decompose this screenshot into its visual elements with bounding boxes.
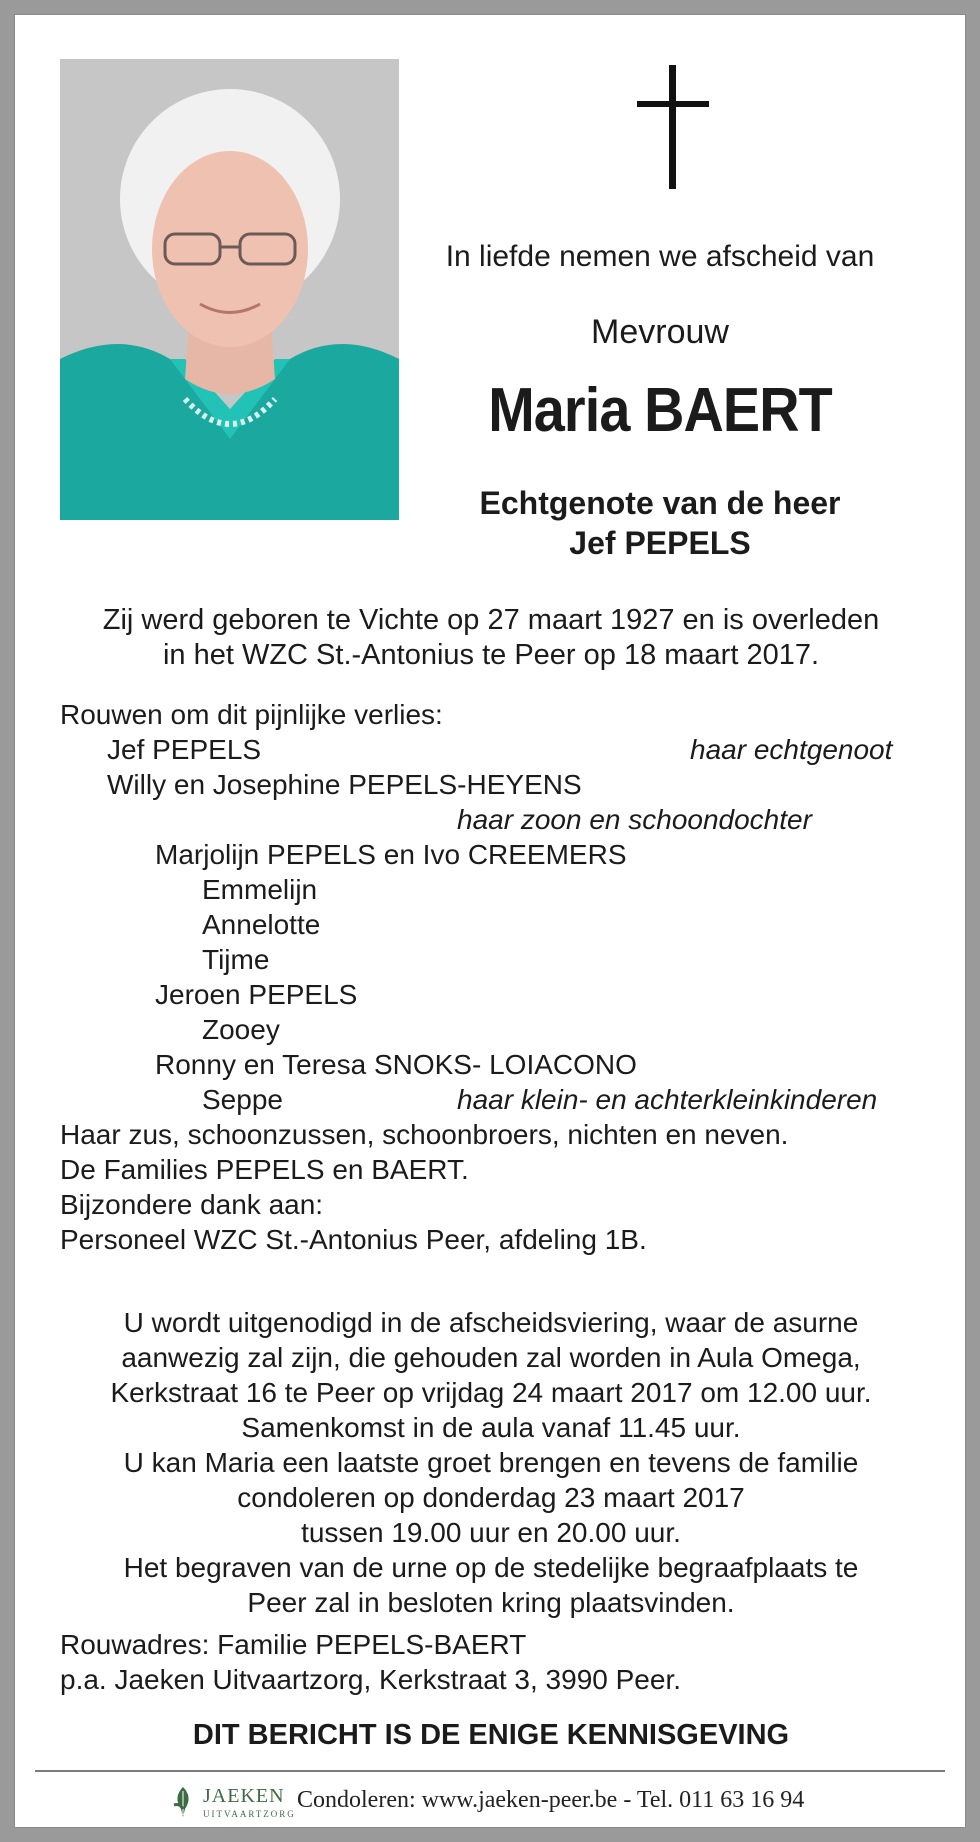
deceased-name: Maria BAERT: [488, 376, 832, 445]
obituary-card: [14, 14, 966, 1828]
list-item: Tijme: [202, 944, 270, 975]
mourner-name: Seppe: [202, 1084, 283, 1115]
footer-divider: [35, 1770, 945, 1772]
list-item: Jeroen PEPELS: [155, 979, 358, 1010]
address-line-2: p.a. Jaeken Uitvaartzorg, Kerkstraat 3, 3990 Peer.: [60, 1664, 682, 1695]
list-item: Zooey: [202, 1014, 280, 1045]
list-item: Willy en Josephine PEPELS-HEYENS: [107, 769, 582, 800]
list-item: Marjolijn PEPELS en Ivo CREEMERS: [155, 839, 627, 870]
portrait-illustration: [60, 59, 399, 520]
birth-line-2: in het WZC St.-Antonius te Peer op 18 maart 2017.: [162, 639, 820, 671]
birth-line-1: Zij werd geboren te Vichte op 27 maart 1927 en is overleden: [102, 604, 880, 636]
service-line: aanwezig zal zijn, die gehouden zal worden in Aula Omega,: [121, 1342, 861, 1373]
mourning-address: [60, 1627, 940, 1697]
portrait-photo: [60, 59, 399, 520]
intro-text: In liefde nemen we afscheid van: [445, 240, 875, 273]
mourner-role: haar zoon en schoondochter: [457, 804, 812, 835]
spouse-line-1: Echtgenote van de heer: [479, 485, 841, 521]
service-line: Het begraven van de urne op de stedelijke begraafplaats te: [123, 1552, 859, 1583]
notice-heading: DIT BERICHT IS DE ENIGE KENNISGEVING: [192, 1719, 790, 1751]
list-item: [60, 1082, 940, 1117]
service-line: condoleren op donderdag 23 maart 2017: [237, 1482, 745, 1513]
logo-wordmark: JAEKEN: [203, 1785, 285, 1807]
list-item: Personeel WZC St.-Antonius Peer, afdeling 1B.: [60, 1224, 647, 1255]
list-item: Emmelijn: [202, 874, 318, 905]
mourners-list: [60, 697, 940, 1257]
service-line: Kerkstraat 16 te Peer op vrijdag 24 maart 2017 om 12.00 uur.: [110, 1377, 872, 1408]
leaf-logo-icon: [171, 1785, 195, 1819]
birth-death-paragraph: [45, 603, 937, 673]
latin-cross-icon: [637, 65, 709, 193]
list-item: Bijzondere dank aan:: [60, 1189, 324, 1220]
condolences-line[interactable]: Condoleren: www.jaeken-peer.be - Tel. 011 63 16 94: [297, 1787, 805, 1813]
service-line: tussen 19.00 uur en 20.00 uur.: [301, 1517, 681, 1548]
address-line-1: Rouwadres: Familie PEPELS-BAERT: [60, 1629, 527, 1660]
mourners-intro: Rouwen om dit pijnlijke verlies:: [60, 699, 443, 730]
spouse-line-2: Jef PEPELS: [569, 525, 751, 561]
mourner-role: haar echtgenoot: [690, 734, 893, 765]
logo-subtitle: UITVAARTZORG: [203, 1809, 296, 1819]
mourner-name: Jef PEPELS: [107, 734, 262, 765]
list-item: Ronny en Teresa SNOKS- LOIACONO: [155, 1049, 637, 1080]
mourner-role: haar klein- en achterkleinkinderen: [457, 1084, 878, 1115]
salutation: Mevrouw: [591, 313, 729, 351]
service-line: Samenkomst in de aula vanaf 11.45 uur.: [241, 1412, 741, 1443]
service-line: Peer zal in besloten kring plaatsvinden.: [247, 1587, 735, 1618]
service-line: U kan Maria een laatste groet brengen en tevens de familie: [123, 1447, 859, 1478]
list-item: Haar zus, schoonzussen, schoonbroers, nichten en neven.: [60, 1119, 789, 1150]
list-item: Annelotte: [202, 909, 321, 940]
list-item: De Families PEPELS en BAERT.: [60, 1154, 469, 1185]
service-line: U wordt uitgenodigd in de afscheidsviering, waar de asurne: [123, 1307, 859, 1338]
list-item: [60, 732, 940, 767]
service-paragraph: [45, 1305, 937, 1620]
